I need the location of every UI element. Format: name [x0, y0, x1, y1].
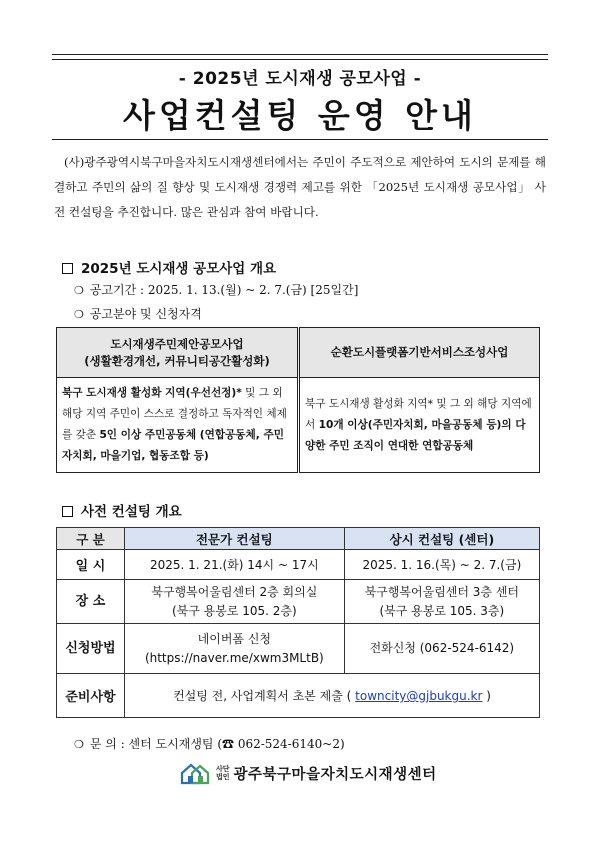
regular-consulting-header: 상시 컨설팅 (센터): [344, 528, 539, 550]
square-bullet-icon: [62, 263, 73, 274]
consulting-table: [56, 527, 540, 718]
min-members-text: 5인 이상 주민공동체: [99, 429, 197, 441]
prep-text: 컨설팅 전, 사업계획서 초본 제출 (: [173, 689, 356, 703]
apply-label: 신청방법: [57, 624, 125, 674]
footer-brand: [180, 758, 437, 788]
expert-consulting-header: 전문가 컨설팅: [125, 528, 345, 550]
expert-place-line-1: 북구행복어울림센터 2층 회의실: [151, 584, 318, 599]
place-label: 장 소: [57, 580, 125, 624]
cell-1-text: 및 그 외 해당 지역 주민이 스스로 결정하고 독자적인 체제를 갖춘: [62, 387, 287, 441]
email-link[interactable]: towncity@gjbukgu.kr: [355, 689, 483, 703]
fields-text: 공고분야 및 신청자격: [89, 307, 202, 321]
expert-place-line-2: (북구 용봉로 105. 2층): [171, 603, 297, 618]
contact-text: 문 의 : 센터 도시재생팀 (☎ 062-524-6140~2): [89, 737, 345, 751]
top-rule: [52, 54, 548, 55]
tag-line-2: 법인: [216, 773, 230, 781]
house-logo-icon: [180, 761, 210, 785]
square-bullet-icon: [62, 506, 73, 517]
subtitle: - 2025년 도시재생 공모사업 -: [178, 69, 422, 89]
section-consulting-title: 사전 컨설팅 개요: [81, 504, 182, 520]
eligibility-cell-2: [299, 378, 540, 473]
prep-cell: [125, 674, 540, 718]
circle-bullet-icon: ❍: [74, 308, 84, 321]
naver-form-link[interactable]: (https://naver.me/xwm3MLtB): [144, 650, 324, 665]
header-1-line-1: 도시재생주민제안공모사업: [110, 336, 244, 351]
period-text: 공고기간 : 2025. 1. 13.(월) ~ 2. 7.(금) [25일간]: [89, 283, 359, 297]
contact-line: [74, 735, 345, 752]
section-overview-heading: [62, 257, 276, 277]
top-rule-inner: [52, 59, 548, 60]
regular-place-line-1: 북구행복어울림센터 3층 센터: [364, 584, 520, 599]
circle-bullet-icon: ❍: [74, 738, 84, 751]
prep-close: ): [482, 689, 491, 703]
col-label-header: 구 분: [57, 528, 125, 550]
expert-apply: [125, 624, 345, 674]
section-overview-title: 2025년 도시재생 공모사업 개요: [81, 261, 277, 277]
page-title: 사업컨설팅 운영 안내: [123, 96, 477, 135]
expert-date: 2025. 1. 21.(화) 14시 ~ 17시: [125, 550, 345, 580]
tag-line-1: 사단: [216, 765, 230, 773]
regular-apply: 전화신청 (062-524-6142): [344, 624, 539, 674]
priority-area-text: 북구 도시재생 활성화 지역(우선선정)*: [62, 387, 242, 399]
announcement-period: [74, 281, 358, 298]
regular-date: 2025. 1. 16.(목) ~ 2. 7.(금): [344, 550, 539, 580]
header-1-line-2: (생활환경개선, 커뮤니티공간활성화): [84, 353, 270, 368]
regular-place: [344, 580, 539, 624]
title-divider: [52, 139, 548, 140]
section-consulting-heading: [62, 500, 182, 520]
corporation-tag: [216, 765, 230, 781]
regular-place-line-2: (북구 용봉로 105. 3층): [379, 603, 505, 618]
eligibility-cell-1: [57, 378, 299, 473]
fields-heading: [74, 305, 202, 322]
intro-paragraph: (사)광주광역시북구마을자치도시재생센터에서는 주민이 주도적으로 제안하여 도시의 문제를 해결하고 주민의 삶의 질 향상 및 도시재생 경쟁력 제고를 위한 「2025년 도시재생 공모사업」 사전 컨설팅을 추진합니다. 많은 관심과 참여 바랍니다.: [54, 155, 546, 219]
organization-name: 광주북구마을자치도시재생센터: [233, 766, 437, 783]
federation-text: 10개 이상(주민자치회, 마을공동체 등)의 다양한 주민 조직이 연대한 연합공동체: [305, 418, 526, 452]
cell-2-text: 북구 도시재생 활성화 지역* 및 그 외 해당 지역에서: [305, 397, 532, 431]
date-label: 일 시: [57, 550, 125, 580]
eligibility-table: [56, 327, 540, 473]
prep-label: 준비사항: [57, 674, 125, 718]
circle-bullet-icon: ❍: [74, 284, 84, 297]
community-types-text: (연합공동체, 주민자치회, 마을기업, 협동조합 등): [62, 429, 284, 462]
expert-place: [125, 580, 345, 624]
eligibility-header-1: [57, 328, 299, 378]
eligibility-header-2: 순환도시플랫폼기반서비스조성사업: [299, 328, 540, 378]
expert-apply-line-1: 네이버폼 신청: [197, 631, 272, 646]
